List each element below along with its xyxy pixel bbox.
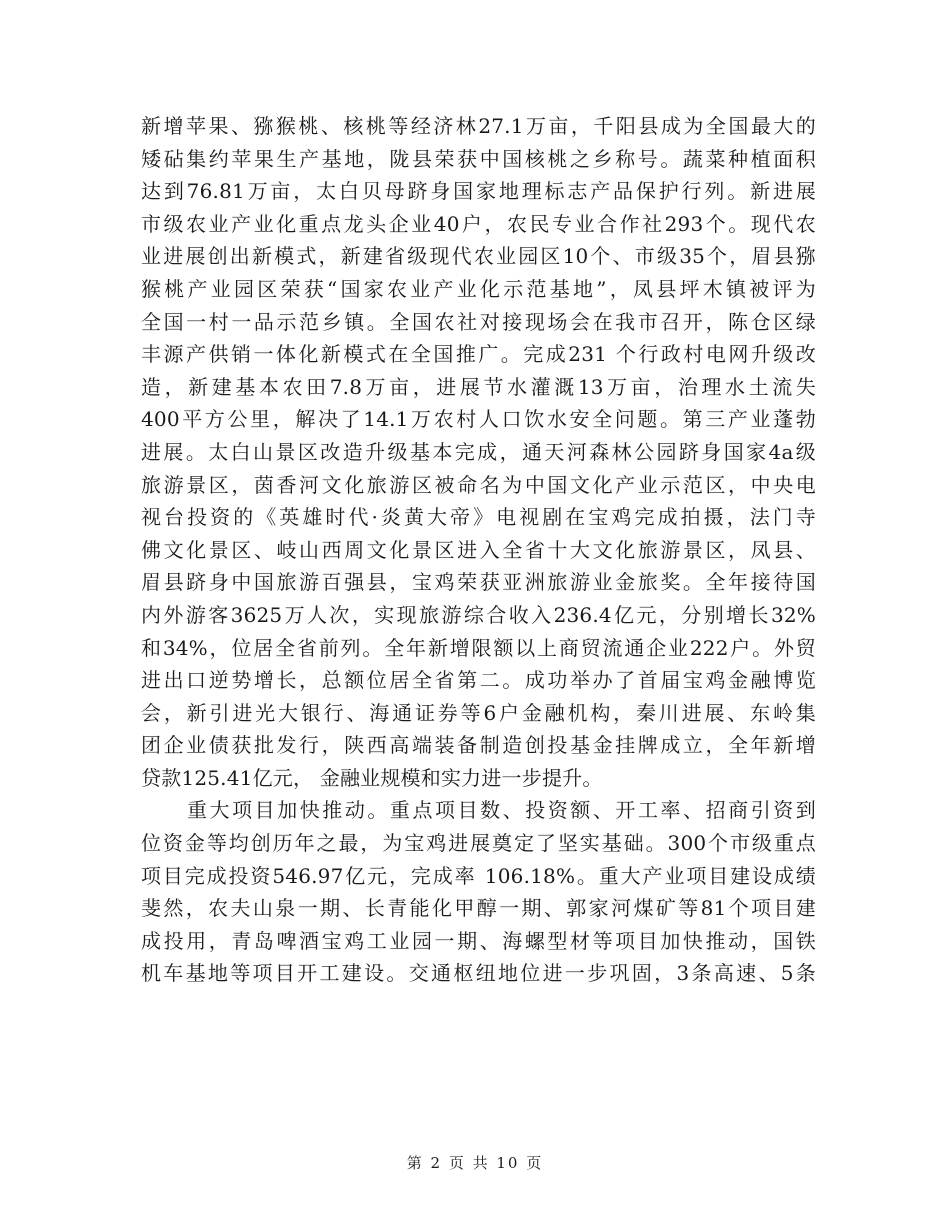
paragraph-2 <box>141 794 816 990</box>
text-line: 内外游客3625万人次，实现旅游综合收入236.4亿元，分别增长32% <box>141 602 816 627</box>
text-line: 进出口逆势增长，总额位居全省第二。成功举办了首届宝鸡金融博览 <box>141 668 816 693</box>
text-line: 位资金等均创历年之最，为宝鸡进展奠定了坚实基础。300个市级重点 <box>141 831 816 856</box>
text-line: 矮砧集约苹果生产基地，陇县荣获中国核桃之乡称号。蔬菜种植面积 <box>141 146 816 171</box>
text-line: 项目完成投资546.97亿元，完成率 106.18%。重大产业项目建设成绩 <box>141 863 816 888</box>
text-line: 猴桃产业园区荣获“国家农业产业化示范基地”，凤县坪木镇被评为 <box>141 276 816 301</box>
text-line: 机车基地等项目开工建设。交通枢纽地位进一步巩固，3条高速、5条 <box>141 961 816 986</box>
text-line: 丰源产供销一体化新模式在全国推广。完成231 个行政村电网升级改 <box>141 342 816 367</box>
text-line: 业进展创出新模式，新建省级现代农业园区10个、市级35个，眉县猕 <box>141 244 816 269</box>
text-line: 重大项目加快推动。重点项目数、投资额、开工率、招商引资到 <box>187 798 816 823</box>
text-line: 眉县跻身中国旅游百强县，宝鸡荣获亚洲旅游业金旅奖。全年接待国 <box>141 570 816 595</box>
body-text <box>141 110 816 990</box>
paragraph-1 <box>141 110 816 794</box>
text-line: 旅游景区，茵香河文化旅游区被命名为中国文化产业示范区，中央电 <box>141 472 816 497</box>
page-number: 第 2 页 共 10 页 <box>406 1154 544 1172</box>
text-line: 达到76.81万亩，太白贝母跻身国家地理标志产品保护行列。新进展 <box>141 179 816 204</box>
text-line: 会，新引进光大银行、海通证券等6户金融机构，秦川进展、东岭集 <box>141 700 816 725</box>
text-line: 斐然，农夫山泉一期、长青能化甲醇一期、郭家河煤矿等81个项目建 <box>141 896 816 921</box>
text-line: 和34%，位居全省前列。全年新增限额以上商贸流通企业222户。外贸 <box>141 635 816 660</box>
text-line: 贷款125.41亿元， 金融业规模和实力进一步提升。 <box>141 765 603 790</box>
text-line: 400平方公里，解决了14.1万农村人口饮水安全问题。第三产业蓬勃 <box>141 407 816 432</box>
text-line: 造，新建基本农田7.8万亩，进展节水灌溉13万亩，治理水土流失 <box>141 374 816 399</box>
page-footer <box>0 1152 950 1173</box>
text-line: 成投用，青岛啤酒宝鸡工业园一期、海螺型材等项目加快推动，国铁 <box>141 928 816 953</box>
text-line: 视台投资的《英雄时代·炎黄大帝》电视剧在宝鸡完成拍摄，法门寺 <box>141 505 816 530</box>
text-line: 佛文化景区、岐山西周文化景区进入全省十大文化旅游景区，凤县、 <box>141 537 816 562</box>
text-line: 新增苹果、猕猴桃、核桃等经济林27.1万亩，千阳县成为全国最大的 <box>141 114 816 138</box>
text-line: 团企业债获批发行，陕西高端装备制造创投基金挂牌成立，全年新增 <box>141 733 816 758</box>
text-line: 全国一村一品示范乡镇。全国农社对接现场会在我市召开，陈仓区绿 <box>141 309 816 334</box>
text-line: 进展。太白山景区改造升级基本完成，通天河森林公园跻身国家4a级 <box>141 439 816 464</box>
text-line: 市级农业产业化重点龙头企业40户，农民专业合作社293个。现代农 <box>141 211 816 236</box>
